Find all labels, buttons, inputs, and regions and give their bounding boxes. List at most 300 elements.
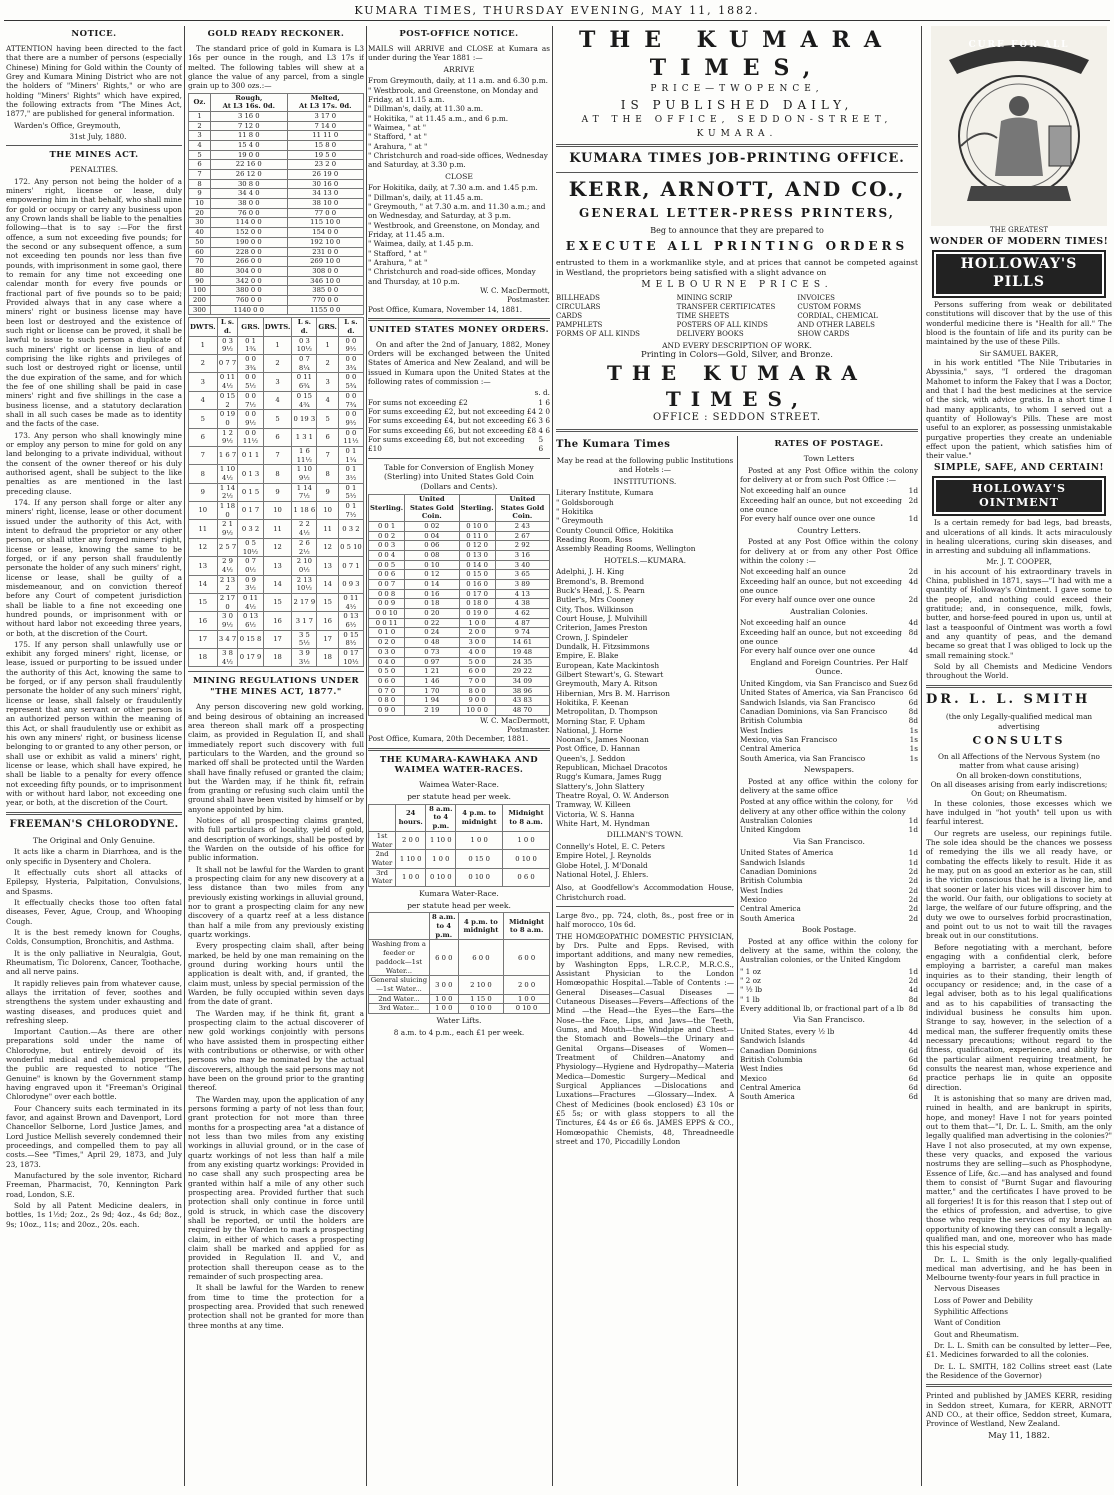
table-cell: 11 11 0 xyxy=(287,131,363,141)
column-2 xyxy=(188,26,364,1486)
table-cell: 0 16 0 xyxy=(459,580,495,590)
table-cell: 0 20 xyxy=(405,609,459,619)
table-cell: 5 xyxy=(189,150,211,160)
table-cell: 0 0 6 xyxy=(369,570,405,580)
book-rates xyxy=(740,967,918,1004)
table-cell: 12 xyxy=(189,538,218,556)
institution-item: Assembly Reading Rooms, Wellington xyxy=(556,544,696,554)
table-cell: 9 74 xyxy=(495,628,549,638)
rate-label: Mexico xyxy=(740,895,767,905)
imprint: Printed and published by JAMES KERR, residing in Seddon street, Kumara, for KERR, ARNOTT AND CO., at their office, Seddon street, Kumara, Province of Westland, New Zealand. xyxy=(926,1391,1112,1429)
table-cell: 19 5 0 xyxy=(287,150,363,160)
post-office-date: Post Office, Kumara, November 14, 1881. xyxy=(368,304,523,314)
newspaper-rates xyxy=(740,797,918,834)
australian-heading: Australian Colonies. xyxy=(790,606,868,616)
table-cell: 228 0 0 xyxy=(211,247,287,257)
hotel-item: Morning Star, F. Upham xyxy=(556,716,646,726)
table-cell: 6 0 0 xyxy=(458,940,504,976)
table-row xyxy=(189,520,364,538)
chlorodyne-paragraph: Four Chancery suits each terminated in its favor, and against Brown and Davenport, Lord Chancellor Selborne, Lord Justice James, and Lord Justice Mellish severely condemned their proceedings, and compelled them to pay all costs.—See "Times," April 29, 1873, and July 23, 1873. xyxy=(6,1103,182,1169)
table-cell: 770 0 0 xyxy=(287,295,363,305)
office-seddon: OFFICE : SEDDON STREET. xyxy=(652,412,822,424)
table-cell: 2 0 0 xyxy=(504,976,550,994)
rate-label: Mexico, via San Francisco xyxy=(740,735,838,745)
book-price: Large 8vo., pp. 724, cloth, 8s., post free or in half morocco, 10s 6d. xyxy=(556,911,734,930)
table-cell: 3rd Water... xyxy=(369,1004,430,1014)
table-cell: 29 22 xyxy=(495,667,549,677)
rate-label: South America, via San Francisco xyxy=(740,753,866,763)
consults-heading: CONSULTS xyxy=(972,734,1066,748)
table-cell: 0 13 6½ xyxy=(238,612,263,630)
table-cell: 0 7 8¼ xyxy=(292,355,317,373)
foreign-heading: England and Foreign Countries. Per Half Ounce. xyxy=(750,657,908,677)
dillman-item: National Hotel, J. Ehlers. xyxy=(556,870,649,880)
table-row xyxy=(189,355,364,373)
rate-label: Central America xyxy=(740,744,801,754)
dillman-list xyxy=(556,842,734,879)
dr-smith-paragraph: Our regrets are useless, our repinings futile. The sole idea should be the chances we possess of remedying the ills we all ready have, or combating the effects likely to result. Hide it as he may, put on as good an exterior as he can, still is the victim conscious that he is a living lie, and that sooner or later his vices will discover him to the world. Our faith, our obligations to society at large, the welfare of our future offspring, and the duty we owe to ourselves forbid procrastination, and point out to us not to wait till the ravages break out in our constitutions. xyxy=(926,828,1112,941)
table-cell: 70 xyxy=(189,257,211,267)
printing-items xyxy=(556,294,918,339)
rate-label: West Indies xyxy=(740,885,783,895)
town-letters-text: Posted at any Post Office within the colony for delivery at or from such Post Office :— xyxy=(740,465,918,484)
table-cell: 0 0 1 xyxy=(369,521,405,531)
dr-smith-paragraph: Loss of Power and Debility xyxy=(934,1295,1033,1305)
rate-value: 2d xyxy=(908,876,918,886)
table-cell: 15 xyxy=(317,593,339,611)
rate-value: 3 6 xyxy=(538,416,550,426)
rate-value: 1 6 xyxy=(538,397,550,407)
table-cell: 2 9 4½ xyxy=(217,557,238,575)
rate-label: Sandwich Islands, via San Francisco xyxy=(740,697,876,707)
rate-row xyxy=(740,698,918,707)
table-cell: 342 0 0 xyxy=(211,276,287,286)
reading-heading: The Kumara Times xyxy=(556,439,671,451)
arrive-item: " Dillman's, daily, at 11.30 a.m. xyxy=(368,104,484,114)
dillman-heading: DILLMAN'S TOWN. xyxy=(606,830,684,840)
table-cell: 38 0 0 xyxy=(211,199,287,209)
holloway-emblem xyxy=(931,26,1107,226)
table-row xyxy=(189,391,364,409)
dr-smith-paragraph: Before negotiating with a merchant, before engaging with a confidential clerk, before employing a barrister, a careful man makes inquiries as to their standing, their length of occupancy or residence; and, in the case of a legal adviser, both as to his legal qualifications and as to his capabilities of transacting the individual business he consults him upon. Strange to say, however, in the selection of a medical man, the sufferer frequently omits these necessary precautions; without regard to the fitness, qualification, experience, and ability for the particular ailment requiring treatment, he consults the nearest man, whose experience and practice perhaps lie in quite an opposite direction. xyxy=(926,942,1112,1092)
printing-item: MINING SCRIP xyxy=(676,293,733,302)
rate-value: 2 0 xyxy=(538,407,550,417)
table-cell: 3 0 9½ xyxy=(217,612,238,630)
table-cell: 1 94 xyxy=(405,696,459,706)
table-cell: 0 0 10 xyxy=(369,609,405,619)
conv-title: Postmaster. xyxy=(507,724,550,734)
table-cell: 0 17 10½ xyxy=(338,649,363,667)
table-row xyxy=(189,286,364,296)
baker-text: in his work entitled "The Nile Tributaries in Abyssinia," says, "I ordered the dragoman Mahomet to inform the Fakey that I was a Doctor, and that I had the best medicines at the service of the sick, with advice gratis. In a short time I had many applicants, to whom I served out a quantity of Holloway's Pills. These are most useful to an explorer, as possessing unmistakable purgative properties they create an undeniable effect upon the patient, which satisfies him of their value." xyxy=(926,357,1112,461)
pills-text: Persons suffering from weak or debilitated constitutions will discover that by the use of this wonderful medicine there is "Health for all." The blood is the fountain of life and its purity can be maintained by the use of these Pills. xyxy=(926,299,1112,347)
table-cell: 17 xyxy=(263,630,292,648)
column-divider xyxy=(921,26,922,1486)
rate-row xyxy=(740,1083,918,1092)
printing-item: INVOICES xyxy=(797,293,835,302)
table-header: 4 p.m. to midnight xyxy=(458,913,504,940)
rate-label: West Indies xyxy=(740,725,783,735)
rate-value: 1d xyxy=(908,486,918,496)
rate-value: 1d xyxy=(908,848,918,858)
table-cell: 0 0 3¾ xyxy=(238,355,263,373)
usgold-header: United States Gold Coin. xyxy=(405,494,459,521)
hotel-item: Court House, J. Mulvihill xyxy=(556,613,648,623)
table-cell: 0 9 3 xyxy=(338,575,363,593)
table-cell: 2 17 9 xyxy=(292,593,317,611)
table-row xyxy=(189,428,364,446)
dr-smith-paragraph: It is astonishing that so many are driven mad, ruined in health, and are bankrupt in spirits, hope, and money! Have I not for years pointed out to them that—"I, Dr. L. L. Smith, am the only legally qualified man advertising in the colonies?" Have I not also prosecuted, at my own expense, these very quacks, and exposed the various nostrums they are selling—such as Phosphodyne, Essence of Life, &c.—and has analysed and found them to consist of "Burnt Sugar and flavouring matter," and the certificates I have proved to be all forgeries! It is for this reason that I step out of the ethics of profession, and advertise, to give those who require the services of my branch an opportunity of knowing they can consult a legally-qualified man, and one, moreover who has made this his especial study. xyxy=(926,1093,1112,1253)
dr-smith-paragraph: Dr. L. L. SMITH, 182 Collins street east (Late the Residence of the Governor) xyxy=(926,1361,1112,1381)
table-cell: Washing from a feeder or paddock—1st Water... xyxy=(369,940,430,976)
table-row xyxy=(369,994,550,1004)
hotel-item: Butler's, Mrs Cooney xyxy=(556,595,635,605)
arrive-item: " Waimea, " at " xyxy=(368,122,427,132)
table-cell: 3 89 xyxy=(495,580,549,590)
rate-label: West Indies xyxy=(740,1064,783,1074)
table-row xyxy=(369,550,550,560)
table-header xyxy=(369,804,396,831)
printing-item: CARDS xyxy=(556,311,583,320)
printing-item: CIRCULARS xyxy=(556,302,601,311)
water-races-heading: THE KUMARA-KAWHAKA AND WAIMEA WATER-RACES. xyxy=(379,754,539,776)
rate-label: Central America xyxy=(740,1083,801,1093)
masthead-rule xyxy=(4,20,1110,21)
hotel-item: Adelphi, J. H. King xyxy=(556,567,625,577)
rates-heading: RATES OF POSTAGE. xyxy=(774,439,884,450)
melbourne-prices: MELBOURNE PRICES. xyxy=(641,280,833,291)
table-cell: 1 xyxy=(189,111,211,121)
table-cell: 1 3 1 xyxy=(292,428,317,446)
rate-value: 1d xyxy=(908,816,918,826)
table-row xyxy=(369,541,550,551)
country-letters-heading: Country Letters. xyxy=(797,525,861,535)
rate-row xyxy=(740,688,918,697)
institution-item: Literary Institute, Kumara xyxy=(556,488,654,498)
table-cell: 3 1 7 xyxy=(292,612,317,630)
simple-safe-heading: SIMPLE, SAFE, AND CERTAIN! xyxy=(934,462,1104,473)
rate-value: 2d xyxy=(908,904,918,914)
rate-label: Central America xyxy=(740,904,801,914)
waimea-table xyxy=(368,804,550,887)
rate-label: Exceeding half an ounce, but not exceeding one ounce xyxy=(740,576,902,595)
chlorodyne-paragraph: It is the only palliative in Neuralgia, Gout, Rheumatism, Tic Dolorenx, Cancer, Toothache, and all nerve pains. xyxy=(6,948,182,977)
table-cell: 3 9 3½ xyxy=(292,649,317,667)
hotel-item: Hokitika, F. Keenan xyxy=(556,697,629,707)
table-cell: 24 35 xyxy=(495,657,549,667)
table-cell: 11 8 0 xyxy=(211,131,287,141)
book-postage-heading: Book Postage. xyxy=(801,925,857,935)
table-cell: 0 12 0 xyxy=(459,541,495,551)
waimea-heading: Waimea Water-Race. xyxy=(419,780,499,790)
table-row xyxy=(189,199,364,209)
table-row xyxy=(189,575,364,593)
rate-label: For sums exceeding £8, but not exceeding £10 xyxy=(368,435,525,454)
table-cell: 0 1 5½ xyxy=(338,483,363,501)
rate-label: " ½ lb xyxy=(740,985,763,995)
sold-by: Sold by all Chemists and Medicine Vendors throughout the World. xyxy=(926,662,1112,681)
table-row xyxy=(369,521,550,531)
book-postage-text: Posted at any office within the colony for delivery at the same, within the colony, the Australian colonies, or the United Kingdom xyxy=(740,936,918,965)
table-cell: 3 xyxy=(189,373,218,391)
dillman-item: Globe Hotel, J. M'Donald xyxy=(556,860,648,870)
rough-header: Rough, At L3 16s. 0d. xyxy=(211,93,287,111)
ounce-table xyxy=(188,93,364,316)
table-cell: 0 6 0 xyxy=(503,868,550,886)
table-row xyxy=(189,189,364,199)
foreign-rates xyxy=(740,679,918,763)
rate-label: " 1 oz xyxy=(740,966,761,976)
table-cell: 1 10 0 xyxy=(426,831,456,849)
post-office-intro: MAILS will ARRIVE and CLOSE at Kumara as under during the Year 1881 :— xyxy=(368,43,550,63)
rate-label: South America xyxy=(740,1092,795,1102)
table-cell: 5 0 0 xyxy=(459,657,495,667)
table-cell: 0 11 4½ xyxy=(217,373,238,391)
table-cell: 9 xyxy=(263,483,292,501)
table-cell: 1st Water xyxy=(369,831,396,849)
table-cell: 0 3 9½ xyxy=(217,336,238,354)
commission-rates xyxy=(368,398,550,454)
table-row xyxy=(189,557,364,575)
table-cell: 200 xyxy=(189,295,211,305)
table-cell: 0 2 0 xyxy=(369,638,405,648)
table-cell: 0 15 8½ xyxy=(338,630,363,648)
newspapers-text: Posted at any office within the colony for delivery at the same office xyxy=(740,776,918,796)
table-cell: 0 48 xyxy=(405,638,459,648)
printing-colors: Printing in Colors—Gold, Silver, and Bronze. xyxy=(641,350,833,361)
table-row xyxy=(189,140,364,150)
mining-paragraph: It shall be lawful for the Warden to renew from time to time the protection for a prospecting area. Provided that such renewed protection shall not be granted for more than three months at any time. xyxy=(188,1283,364,1330)
table-cell: 0 10 0 xyxy=(458,1004,504,1014)
via-sf-heading: Via San Francisco. xyxy=(793,836,865,846)
rate-row xyxy=(368,407,550,416)
table-cell: 1 0 0 xyxy=(396,868,426,886)
printing-item: CORDIAL, CHEMICAL xyxy=(797,311,878,320)
conversion-heading: Table for Conversion of English Money (Sterling) into United States Gold Coin (Dollars and Cents). xyxy=(384,462,534,492)
table-cell: 0 15 4¾ xyxy=(292,391,317,409)
table-cell: 0 1 1¼ xyxy=(338,446,363,464)
rate-label: Canadian Dominions xyxy=(740,1045,817,1055)
table-cell: 0 0 9½ xyxy=(338,336,363,354)
holloways-ointment-banner: HOLLOWAY'S OINTMENT xyxy=(934,478,1104,514)
rate-value: 1d xyxy=(908,514,918,524)
table-cell: 8 xyxy=(263,465,292,483)
rate-label: British Columbia xyxy=(740,1055,803,1065)
table-cell: 3 0 0 xyxy=(459,638,495,648)
section-173: 173. Any person who shall knowingly mine or employ any person to mine for gold on any land belonging to a private individual, without the consent of the owner thereof or his duly authorised agent, shall be subject to the like penalties as are mentioned in the last preceding clause. xyxy=(6,430,182,496)
table-cell: 4 87 xyxy=(495,618,549,628)
table-cell: 5 xyxy=(189,410,218,428)
table-cell: 6 0 0 xyxy=(459,667,495,677)
table-cell: 1 10 4½ xyxy=(217,465,238,483)
per-week-label: per statute head per week. xyxy=(407,792,511,802)
rate-row xyxy=(740,1055,918,1064)
rate-label: Not exceeding half an ounce xyxy=(740,618,846,628)
rate-row xyxy=(740,754,918,763)
table-cell: 0 0 9½ xyxy=(338,410,363,428)
rate-value: 2d xyxy=(908,976,918,986)
table-cell: 1 6 7 xyxy=(217,446,238,464)
table-cell: 15 4 0 xyxy=(211,140,287,150)
table-cell: 0 17 9 xyxy=(238,649,263,667)
table-cell: 0 16 xyxy=(405,589,459,599)
table-row xyxy=(369,580,550,590)
table-cell: 0 0 5½ xyxy=(238,373,263,391)
rate-row xyxy=(740,976,918,985)
table-cell: 5 xyxy=(263,410,292,428)
water-lifts-text: 8 a.m. to 4 p.m., each £1 per week. xyxy=(393,1027,525,1037)
arrive-item: " Christchurch and road-side offices, Wednesday and Saturday, at 3.30 p.m. xyxy=(368,150,548,170)
table-cell: 15 8 0 xyxy=(287,140,363,150)
rate-label: Posted at any office within the colony, for delivery at any other office within the colony xyxy=(740,797,906,816)
page-masthead: KUMARA TIMES, THURSDAY EVENING, MAY 11, 1882. xyxy=(354,4,760,17)
column-divider xyxy=(552,26,553,1486)
rate-row xyxy=(740,914,918,923)
rate-value: 4d xyxy=(908,1027,918,1037)
table-cell: 2nd Water... xyxy=(369,994,430,1004)
table-cell: 2 2 4½ xyxy=(292,520,317,538)
table-cell: 2 10 0½ xyxy=(292,557,317,575)
dr-smith-paragraph: Want of Condition xyxy=(934,1318,1001,1328)
table-cell: 6 xyxy=(189,160,211,170)
table-row xyxy=(189,160,364,170)
hotel-item: Republican, Michael Dracotos xyxy=(556,763,668,773)
rate-label: United States, every ½ lb xyxy=(740,1027,835,1037)
table-cell: 0 15 8 xyxy=(238,630,263,648)
table-cell: 1 18 6 xyxy=(292,502,317,520)
table-row xyxy=(189,170,364,180)
arrive-item: " Arahura, " at " xyxy=(368,141,428,151)
hotel-item: Rugg's Kumara, James Rugg xyxy=(556,772,662,782)
rate-row xyxy=(740,858,918,867)
rate-label: Sandwich Islands xyxy=(740,1036,805,1046)
table-cell: 19 0 0 xyxy=(211,150,287,160)
table-row xyxy=(369,560,550,570)
table-row xyxy=(189,257,364,267)
hotel-item: Bremond's, B. Bremond xyxy=(556,576,645,586)
table-cell: 4 62 xyxy=(495,609,549,619)
table-cell: 0 3 2 xyxy=(338,520,363,538)
rate-value: 6d xyxy=(908,1073,918,1083)
table-cell: 18 xyxy=(317,649,339,667)
table-cell: 0 0 5¾ xyxy=(338,373,363,391)
hotel-item: Noonan's, James Noonan xyxy=(556,735,649,745)
rate-label: Exceeding half an ounce, but not exceeding one ounce xyxy=(740,627,902,647)
money-orders-intro: On and after the 2nd of January, 1882, Money Orders will be exchanged between the United States of America and New Zealand, and will be issued in Kumara upon the United States at the following rates of commission :— xyxy=(368,339,550,387)
homeopathic-ad: THE HOMŒOPATHIC DOMESTIC PHYSICIAN, by Drs. Pulte and Epps. Revised, with important additions, and many new remedies, by Washington Epps, L.R.C.P., M.R.C.S., Assistant Physician to the London Homœopathic Hospital.—Table of Contents :—General Diseases—Casual Diseases — Cutaneous Diseases—Fevers—Affections of the Mind —the Head—the Eyes—the Ears—the Nose—the Face, Lips, and Jaws—the Teeth, Gums, and Mouth—the Windpipe and Chest—the Stomach and Bowels—the Urinary and Genital Organs—Diseases of Women—Treatment of Children—Anatomy and Physiology—Hygiene and Hydropathy—Materia Medica—Domestic Surgery—Medical and Surgical Appliances —Dislocations and Luxations—Fractures —Glossary—Index. A Chest of Medicines (book enclosed) £3 10s or £5 5s; or with glass stoppers to all the Tinctures, £4 4s or £6 6s. JAMES EPPS & CO., Homœopathic Chemists, 48, Threadneedle street and 170, Piccadilly London xyxy=(556,931,734,1146)
rate-value: 2d xyxy=(908,495,918,505)
table-row xyxy=(189,121,364,131)
table-cell: 2nd Water xyxy=(369,850,396,868)
table-row xyxy=(369,657,550,667)
table-cell: 38 96 xyxy=(495,686,549,696)
kumara-times-title: THE KUMARA TIMES, xyxy=(579,27,895,82)
arrive-item: " Hokitika, " at 11.45 a.m., and 6 p.m. xyxy=(368,113,509,123)
close-heading: CLOSE xyxy=(445,171,473,181)
table-cell: 14 61 xyxy=(495,638,549,648)
table-cell: 3 8 4½ xyxy=(217,649,238,667)
divider xyxy=(368,458,550,459)
table-row xyxy=(369,628,550,638)
divider xyxy=(926,1384,1112,1387)
column-divider xyxy=(737,436,738,1486)
printing-item: POSTERS OF ALL KINDS xyxy=(676,320,768,329)
hotels-list xyxy=(556,567,734,828)
table-row xyxy=(189,237,364,247)
table-cell: 1 6 11½ xyxy=(292,446,317,464)
table-header: Midnight to 8 a.m. xyxy=(504,913,550,940)
table-cell: 1 10 0 xyxy=(396,850,426,868)
emblem-illustration-icon xyxy=(931,26,1107,226)
rate-value: 1s xyxy=(909,753,918,763)
institution-item: Reading Room, Ross xyxy=(556,534,633,544)
table-cell: 0 8 0 xyxy=(369,696,405,706)
institution-item: " Hokitika xyxy=(556,506,594,516)
table-cell: 1 0 0 xyxy=(459,618,495,628)
rate-value: 8d xyxy=(908,707,918,717)
rate-row xyxy=(740,646,918,655)
chlorodyne-subheading: The Original and Only Genuine. xyxy=(32,835,156,845)
rate-value: 6d xyxy=(908,697,918,707)
table-cell: 16 xyxy=(317,612,339,630)
table-cell: 304 0 0 xyxy=(211,266,287,276)
table-cell: 0 1 1 xyxy=(238,446,263,464)
table-cell: 11 xyxy=(317,520,339,538)
consults-list xyxy=(926,752,1112,799)
table-header: 8 a.m. to 4 p.m. xyxy=(429,913,458,940)
table-cell: 30 8 0 xyxy=(211,179,287,189)
country-rates xyxy=(740,567,918,604)
table-cell: 4 0 0 xyxy=(459,647,495,657)
rate-label: British Columbia xyxy=(740,716,803,726)
printing-item: FORMS OF ALL KINDS xyxy=(556,329,640,338)
table-cell: 0 3 10½ xyxy=(292,336,317,354)
rate-row xyxy=(740,825,918,834)
table-cell: 0 19 3 xyxy=(292,410,317,428)
mining-regulations-body xyxy=(188,702,364,1330)
per-week-label: per statute head per week. xyxy=(407,900,511,910)
table-cell: 0 19 0 xyxy=(217,410,238,428)
table-cell: 7 12 0 xyxy=(211,121,287,131)
table-cell: 30 xyxy=(189,218,211,228)
printing-item: AND OTHER LABELS xyxy=(797,320,875,329)
table-row xyxy=(369,599,550,609)
table-cell: 19 48 xyxy=(495,647,549,657)
rate-value: 2d xyxy=(908,595,918,605)
consults-item: On all diseases arising from early indiscretions; xyxy=(930,780,1108,790)
table-cell: 1140 0 0 xyxy=(211,305,287,315)
table-cell: 0 11 6¾ xyxy=(292,373,317,391)
table-cell: 9 xyxy=(317,483,339,501)
table-row xyxy=(369,609,550,619)
chlorodyne-body xyxy=(6,847,182,1229)
table-cell: 6 xyxy=(317,428,339,446)
wonder-heading: WONDER OF MODERN TIMES! xyxy=(929,235,1109,247)
kerr-arnott-heading: KERR, ARNOTT, AND CO., xyxy=(568,176,906,201)
table-cell: 7 xyxy=(189,170,211,180)
table-cell: 4 xyxy=(263,391,292,409)
table-row xyxy=(369,831,550,849)
mining-paragraph: Every prospecting claim shall, after being marked, be held by one man remaining on the ground during working hours until the application is dealt with, and, if granted, the claim must, unless by special permission of the Warden, be fully occupied within seven days from the date of grant. xyxy=(188,941,364,1007)
execute-line: EXECUTE ALL PRINTING ORDERS xyxy=(565,239,909,254)
table-cell: 38 10 0 xyxy=(287,199,363,209)
close-list xyxy=(368,183,550,286)
table-cell: 0 5 0 xyxy=(369,667,405,677)
table-cell: 3 65 xyxy=(495,570,549,580)
published-daily: IS PUBLISHED DAILY, xyxy=(620,97,854,112)
mining-paragraph: Notices of all prospecting claims granted, with full particulars of locality, yield of gold, and description of workings, shall be posted by the Warden on the outside of his office for public information. xyxy=(188,816,364,863)
table-cell: 0 73 xyxy=(405,647,459,657)
